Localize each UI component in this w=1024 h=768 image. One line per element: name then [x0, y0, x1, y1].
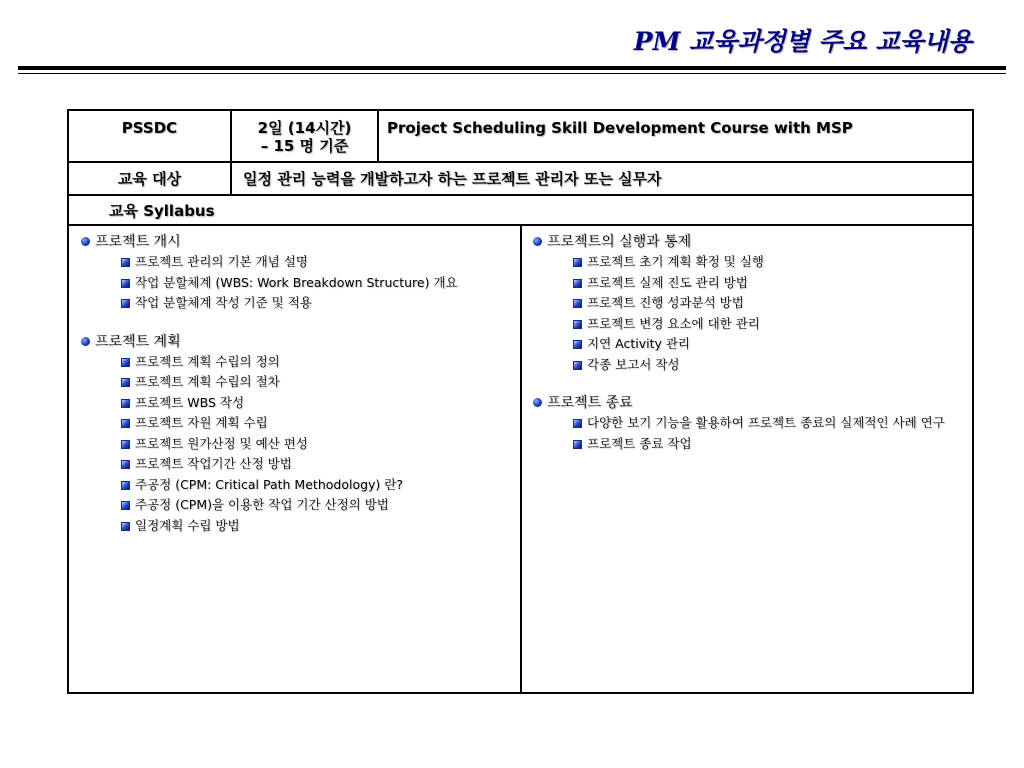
- square-bullet-icon: [573, 340, 582, 349]
- list-item: 주공정 (CPM)을 이용한 작업 기간 산정의 방법: [121, 495, 511, 516]
- syllabus-section: [81, 332, 511, 537]
- square-bullet-icon: [121, 378, 130, 387]
- target-value: 일정 관리 능력을 개발하고자 하는 프로젝트 관리자 또는 실무자: [243, 170, 662, 188]
- section-title: 프로젝트 개시: [81, 232, 511, 252]
- list-item: 프로젝트 작업기간 산정 방법: [121, 454, 511, 475]
- list-item: 프로젝트 초기 계획 확정 및 실행: [573, 252, 953, 273]
- syllabus-section: [533, 393, 953, 454]
- syllabus-left-column: [81, 232, 511, 536]
- title-divider-thick: [18, 66, 1006, 70]
- square-bullet-icon: [121, 358, 130, 367]
- page-title: PM 교육과정별 주요 교육내용: [633, 27, 972, 56]
- square-bullet-icon: [573, 320, 582, 329]
- list-item: 프로젝트 WBS 작성: [121, 393, 511, 414]
- square-bullet-icon: [121, 522, 130, 531]
- square-bullet-icon: [121, 481, 130, 490]
- list-item: 프로젝트 계획 수립의 절차: [121, 372, 511, 393]
- course-duration: [232, 119, 377, 155]
- list-item: 프로젝트 종료 작업: [573, 434, 953, 455]
- list-item: 작업 분할체계 작성 기준 및 적용: [121, 293, 511, 314]
- syllabus-label: 교육 Syllabus: [109, 202, 215, 220]
- round-bullet-icon: [81, 237, 90, 246]
- title-divider-thin: [18, 73, 1006, 74]
- list-item: 각종 보고서 작성: [573, 355, 953, 376]
- square-bullet-icon: [573, 299, 582, 308]
- col-divider: [377, 111, 379, 163]
- course-name: Project Scheduling Skill Development Course with MSP: [387, 119, 853, 137]
- list-item: 프로젝트 진행 성과분석 방법: [573, 293, 953, 314]
- course-table: [67, 109, 974, 694]
- square-bullet-icon: [573, 419, 582, 428]
- round-bullet-icon: [81, 337, 90, 346]
- col-divider: [520, 224, 522, 692]
- list-item: 작업 분할체계 (WBS: Work Breakdown Structure) 개요: [121, 273, 511, 294]
- row-divider: [69, 194, 972, 196]
- square-bullet-icon: [121, 279, 130, 288]
- list-item: 일정계획 수립 방법: [121, 516, 511, 537]
- syllabus-section: [81, 232, 511, 314]
- square-bullet-icon: [121, 501, 130, 510]
- list-item: 프로젝트 실제 진도 관리 방법: [573, 273, 953, 294]
- list-item: 프로젝트 원가산정 및 예산 편성: [121, 434, 511, 455]
- syllabus-right-column: [533, 232, 953, 454]
- round-bullet-icon: [533, 237, 542, 246]
- square-bullet-icon: [121, 440, 130, 449]
- row-divider: [69, 161, 972, 163]
- square-bullet-icon: [121, 399, 130, 408]
- course-duration-line2: – 15 명 기준: [260, 137, 349, 155]
- list-item: 프로젝트 계획 수립의 정의: [121, 352, 511, 373]
- course-code: PSSDC: [121, 119, 178, 137]
- section-title: 프로젝트의 실행과 통제: [533, 232, 953, 252]
- list-item: 프로젝트 변경 요소에 대한 관리: [573, 314, 953, 335]
- course-duration-line1: 2일 (14시간): [257, 119, 352, 137]
- list-item: 지연 Activity 관리: [573, 334, 953, 355]
- square-bullet-icon: [121, 258, 130, 267]
- square-bullet-icon: [121, 299, 130, 308]
- section-title: 프로젝트 종료: [533, 393, 953, 413]
- list-item: 프로젝트 관리의 기본 개념 설명: [121, 252, 511, 273]
- square-bullet-icon: [573, 440, 582, 449]
- section-title: 프로젝트 계획: [81, 332, 511, 352]
- square-bullet-icon: [121, 460, 130, 469]
- target-label: 교육 대상: [117, 170, 182, 188]
- list-item: 주공정 (CPM: Critical Path Methodology) 란?: [121, 475, 511, 496]
- list-item: 프로젝트 자원 계획 수립: [121, 413, 511, 434]
- syllabus-section: [533, 232, 953, 375]
- list-item: 다양한 보기 기능을 활용하여 프로젝트 종료의 실제적인 사례 연구: [573, 413, 953, 434]
- round-bullet-icon: [533, 398, 542, 407]
- square-bullet-icon: [121, 419, 130, 428]
- square-bullet-icon: [573, 258, 582, 267]
- square-bullet-icon: [573, 279, 582, 288]
- square-bullet-icon: [573, 361, 582, 370]
